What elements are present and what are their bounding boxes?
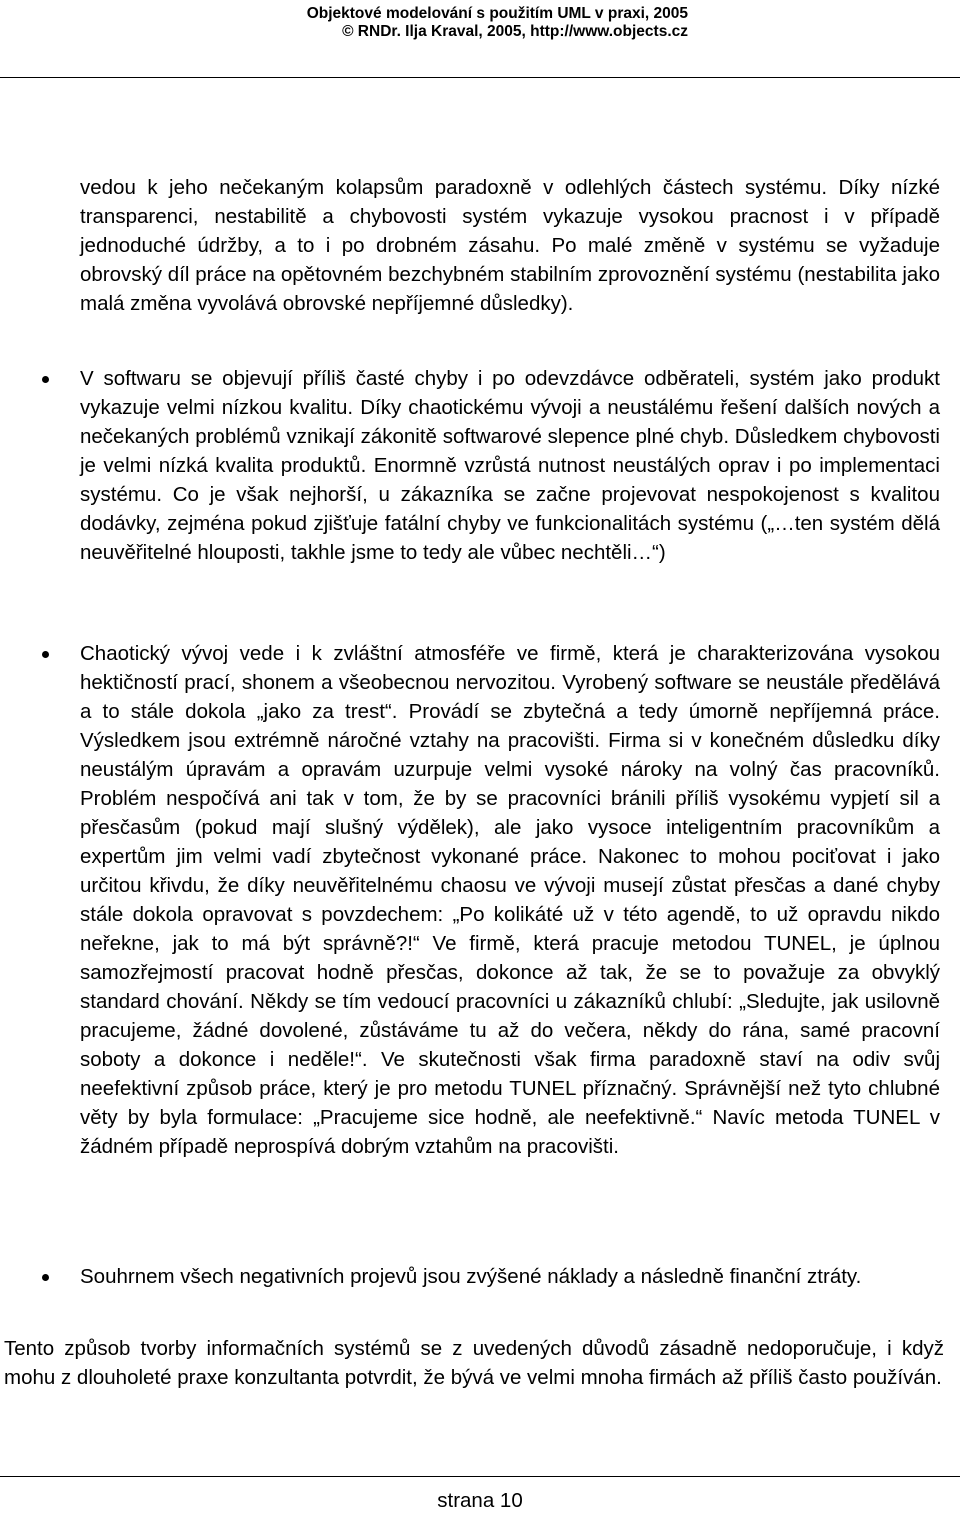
bullet-paragraph-chaotic-development: Chaotický vývoj vede i k zvláštní atmosféře ve firmě, která je charakterizována vysokou hektičností prací, shonem a všeobecnou nervozitou. Vyrobený software se neustále předělává a to stále dokola „jako za trest“. Provádí se zbytečná a tedy úmorně nepříjemná práce. Výsledkem jsou extrémně náročné vztahy na pracovišti. Firma si v konečném důsledku díky neustálým úpravám a opravám uzurpuje velmi vysoké nároky na volný čas pracovníků. Problém nespočívá ani tak v tom, že by se pracovníci bránili příliš vysokému vypjetí sil a přesčasům (pokud mají slušný výdělek), ale jako vysoce inteligentním pracovníkům a expertům jim velmi vadí zbytečnost vykonané práce. Nakonec to mohou pociťovat i jako určitou křivdu, že díky neuvěřitelnému chaosu ve vývoji musejí zůstat přesčas a dané chyby stále dokola opravovat s povzdechem: „Po kolikáté už v této agendě, to už opravdu nikdo neřekne, jak to má být správně?!“ Ve firmě, která pracuje metodou TUNEL, je úplnou samozřejmostí pracovat hodně přesčas, dokonce až tak, že se to považuje za obvyklý standard chování. Někdy se tím vedoucí pracovníci u zákazníků chlubí: „Sledujte, jak usilovně pracujeme, žádné dovolené, zůstáváme tu až do večera, někdy do rána, samé pracovní soboty a dokonce i neděle!“. Ve skutečnosti však firma paradoxně staví na odiv svůj neefektivní způsob práce, který je pro metodu TUNEL příznačný. Správnější než tyto chlubné věty by byla formulace: „Pracujeme sice hodně, ale neefektivně.“ Navíc metoda TUNEL v žádném případě neprospívá dobrým vztahům na pracovišti. [80,642,940,1158]
bullet-dot [42,1274,49,1281]
continued-paragraph: vedou k jeho nečekaným kolapsům paradoxně v odlehlých částech systému. Díky nízké transparenci, nestabilitě a chybovosti systém vykazuje vysokou pracnost i v případě jednoduché údržby, a to i po drobném zásahu. Po malé změně v systému se vyžaduje obrovský díl práce na opětovném bezchybném stabilním zprovoznění systému (nestabilita jako malá změna vyvolává obrovské nepříjemné důsledky). [80,176,940,315]
bullet-dot [42,376,49,383]
footer-divider [0,1476,960,1477]
page-header [0,0,960,80]
page-number: strana 10 [437,1489,523,1512]
header-divider [0,77,960,78]
bullet-dot [42,651,49,658]
header-credit: © RNDr. Ilja Kraval, 2005, http://www.objects.cz [342,23,688,40]
bullet-paragraph-costs: Souhrnem všech negativních projevů jsou zvýšené náklady a následně finanční ztráty. [80,1265,862,1288]
header-title: Objektové modelování s použitím UML v praxi, 2005 [306,5,688,22]
closing-paragraph: Tento způsob tvorby informačních systémů se z uvedených důvodů zásadně nedoporučuje, i když mohu z dlouholeté praxe konzultanta potvrdit, že bývá ve velmi mnoha firmách až příliš často používán. [4,1337,944,1389]
bullet-paragraph-defects: V softwaru se objevují příliš časté chyby i po odevzdávce odběrateli, systém jako produkt vykazuje velmi nízkou kvalitu. Díky chaotickému vývoji a neustálému řešení dalších nových a nečekaných problémů vznikají zákonitě softwarové slepence plné chyb. Důsledkem chybovosti je velmi nízká kvalita produktů. Enormně vzrůstá nutnost neustálých oprav i po implementaci systému. Co je však nejhorší, u zákazníka se začne projevovat nespokojenost s kvalitou dodávky, zejména pokud zjišťuje fatální chyby ve funkcionalitách systému („…ten systém dělá neuvěřitelné hlouposti, takhle jsme to tedy ale vůbec nechtěli…“) [80,367,940,564]
